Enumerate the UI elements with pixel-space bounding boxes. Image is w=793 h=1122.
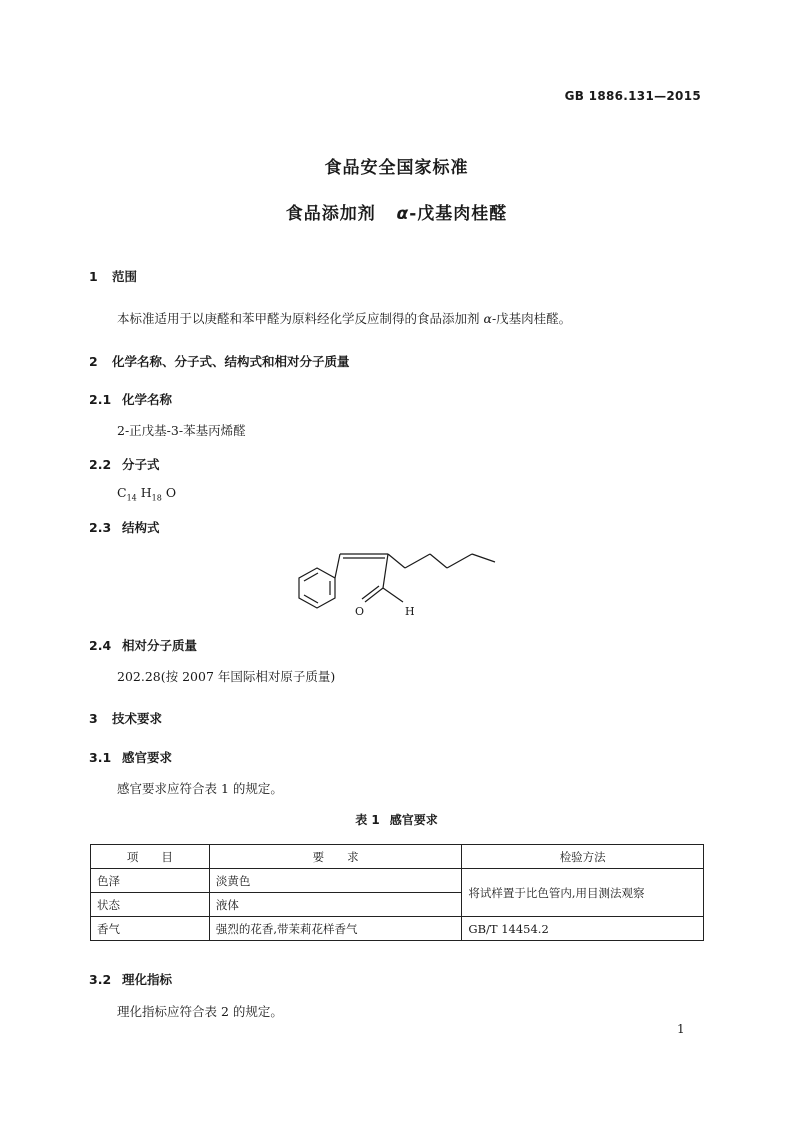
section-3-2-heading: 3.2 理化指标 (89, 972, 173, 987)
molecular-mass: 202.28(按 2007 年国际相对原子质量) (117, 669, 336, 684)
atom-hydrogen: H (405, 605, 415, 618)
title-suffix: -戊基肉桂醛 (409, 204, 508, 224)
title-greek: α (396, 204, 410, 224)
cell-requirement: 强烈的花香,带茉莉花样香气 (209, 917, 462, 941)
cell-method: GB/T 14454.2 (462, 917, 704, 941)
chemical-name: 2-正戊基-3-苯基丙烯醛 (117, 423, 246, 438)
header-method: 检验方法 (462, 845, 704, 869)
section-2-heading: 2 化学名称、分子式、结构式和相对分子质量 (89, 354, 350, 369)
table-header-row (91, 845, 704, 869)
section-1-heading: 1 范围 (89, 269, 138, 284)
section-2-4-heading: 2.4 相对分子质量 (89, 638, 198, 653)
cell-item: 状态 (91, 893, 210, 917)
header-item: 项 目 (91, 845, 210, 869)
cell-requirement: 液体 (209, 893, 462, 917)
page-number: 1 (677, 1022, 685, 1036)
molecular-formula: $C_{14}$ $H_{18}$ O (117, 485, 177, 503)
document-title-line1: 食品安全国家标准 (324, 158, 469, 178)
section-2-3-heading: 2.3 结构式 (89, 520, 160, 535)
section-1-text: 本标准适用于以庚醛和苯甲醛为原料经化学反应制得的食品添加剂 α-戊基肉桂醛。 (117, 311, 572, 326)
structural-formula (285, 538, 515, 626)
section-3-1-heading: 3.1 感官要求 (89, 750, 173, 765)
atom-oxygen: O (355, 605, 365, 618)
header-requirement: 要 求 (209, 845, 462, 869)
sensory-requirements-table (90, 844, 704, 941)
table-1-caption: 表 1 感官要求 (355, 813, 438, 827)
cell-requirement: 淡黄色 (209, 869, 462, 893)
cell-item: 香气 (91, 917, 210, 941)
section-2-1-heading: 2.1 化学名称 (89, 392, 173, 407)
section-3-2-text: 理化指标应符合表 2 的规定。 (117, 1004, 283, 1019)
title-prefix: 食品添加剂 (285, 204, 376, 224)
document-title-line2 (0, 199, 793, 224)
section-2-2-heading: 2.2 分子式 (89, 457, 160, 472)
standard-code: GB 1886.131—2015 (564, 89, 701, 103)
table-row (91, 917, 704, 941)
table-row (91, 869, 704, 893)
cell-item: 色泽 (91, 869, 210, 893)
cell-method-merged: 将试样置于比色管内,用目测法观察 (462, 869, 704, 917)
section-3-1-text: 感官要求应符合表 1 的规定。 (117, 781, 283, 796)
section-3-heading: 3 技术要求 (89, 711, 163, 726)
